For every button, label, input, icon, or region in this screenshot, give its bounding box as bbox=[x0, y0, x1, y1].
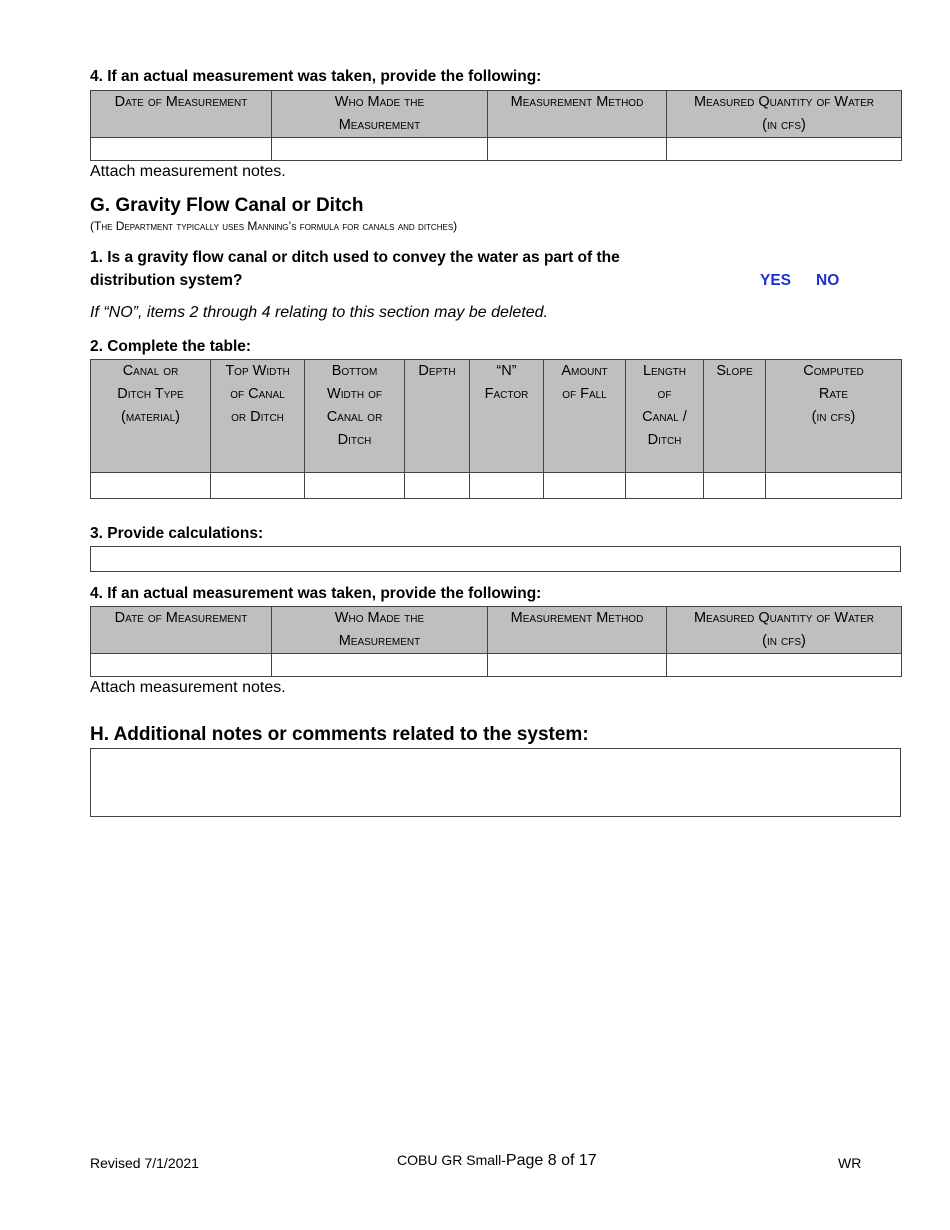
cell-date-input[interactable] bbox=[91, 654, 272, 677]
footer-revised: Revised 7/1/2021 bbox=[90, 1155, 199, 1171]
cell-canal-type-input[interactable] bbox=[91, 473, 211, 499]
cell-quantity-input[interactable] bbox=[667, 654, 902, 677]
col-who-made-measurement: Who Made the Measurement bbox=[272, 91, 488, 138]
footer-doc-prefix: COBU GR Small- bbox=[397, 1152, 506, 1168]
attach-notes-text: Attach measurement notes. bbox=[90, 679, 286, 696]
col-measurement-method: Measurement Method bbox=[488, 91, 667, 138]
canal-table bbox=[90, 359, 902, 499]
question-2-heading: 2. Complete the table: bbox=[90, 338, 252, 355]
measurement-table bbox=[90, 90, 902, 161]
col-length: Length of Canal / Ditch bbox=[626, 360, 704, 473]
col-measurement-method: Measurement Method bbox=[488, 607, 667, 654]
col-amount-of-fall: Amount of Fall bbox=[544, 360, 626, 473]
col-depth: Depth bbox=[405, 360, 470, 473]
cell-depth-input[interactable] bbox=[405, 473, 470, 499]
cell-n-factor-input[interactable] bbox=[470, 473, 544, 499]
measurement-heading: 4. If an actual measurement was taken, provide the following: bbox=[90, 68, 542, 85]
col-measured-quantity: Measured Quantity of Water (in cfs) bbox=[667, 607, 902, 654]
footer-page-number: Page 8 of 17 bbox=[505, 1152, 597, 1169]
cell-who-input[interactable] bbox=[272, 654, 488, 677]
if-no-instruction: If “NO”, items 2 through 4 relating to this section may be deleted. bbox=[90, 304, 548, 321]
cell-quantity-input[interactable] bbox=[667, 138, 902, 161]
yes-option[interactable]: YES bbox=[760, 272, 792, 289]
footer-page-info bbox=[397, 1152, 597, 1170]
col-computed-rate: Computed Rate (in cfs) bbox=[766, 360, 902, 473]
section-g-subtitle: (The Department typically uses Manning’s formula for canals and ditches) bbox=[90, 219, 458, 233]
attach-notes-text: Attach measurement notes. bbox=[90, 163, 286, 180]
cell-top-width-input[interactable] bbox=[211, 473, 305, 499]
cell-method-input[interactable] bbox=[488, 654, 667, 677]
cell-method-input[interactable] bbox=[488, 138, 667, 161]
col-date-of-measurement: Date of Measurement bbox=[91, 91, 272, 138]
col-slope: Slope bbox=[704, 360, 766, 473]
question-3-heading: 3. Provide calculations: bbox=[90, 525, 264, 542]
col-bottom-width: Bottom Width of Canal or Ditch bbox=[305, 360, 405, 473]
additional-notes-input[interactable] bbox=[90, 748, 901, 817]
cell-who-input[interactable] bbox=[272, 138, 488, 161]
col-n-factor: “N” Factor bbox=[470, 360, 544, 473]
cell-length-input[interactable] bbox=[626, 473, 704, 499]
cell-date-input[interactable] bbox=[91, 138, 272, 161]
question-1-line1: 1. Is a gravity flow canal or ditch used to convey the water as part of the bbox=[90, 249, 620, 266]
col-top-width: Top Width of Canal or Ditch bbox=[211, 360, 305, 473]
section-g-title: G. Gravity Flow Canal or Ditch bbox=[90, 195, 364, 216]
question-4-heading: 4. If an actual measurement was taken, provide the following: bbox=[90, 585, 542, 602]
no-option[interactable]: NO bbox=[816, 272, 840, 289]
g-measurement-table bbox=[90, 606, 902, 677]
cell-fall-input[interactable] bbox=[544, 473, 626, 499]
col-date-of-measurement: Date of Measurement bbox=[91, 607, 272, 654]
footer-code: WR bbox=[838, 1155, 862, 1171]
question-1-line2: distribution system? bbox=[90, 272, 243, 289]
col-who-made-measurement: Who Made the Measurement bbox=[272, 607, 488, 654]
cell-bottom-width-input[interactable] bbox=[305, 473, 405, 499]
calculations-input[interactable] bbox=[90, 546, 901, 572]
cell-rate-input[interactable] bbox=[766, 473, 902, 499]
col-measured-quantity: Measured Quantity of Water (in cfs) bbox=[667, 91, 902, 138]
cell-slope-input[interactable] bbox=[704, 473, 766, 499]
section-h-title: H. Additional notes or comments related to the system: bbox=[90, 724, 589, 745]
col-canal-ditch-type: Canal or Ditch Type (material) bbox=[91, 360, 211, 473]
